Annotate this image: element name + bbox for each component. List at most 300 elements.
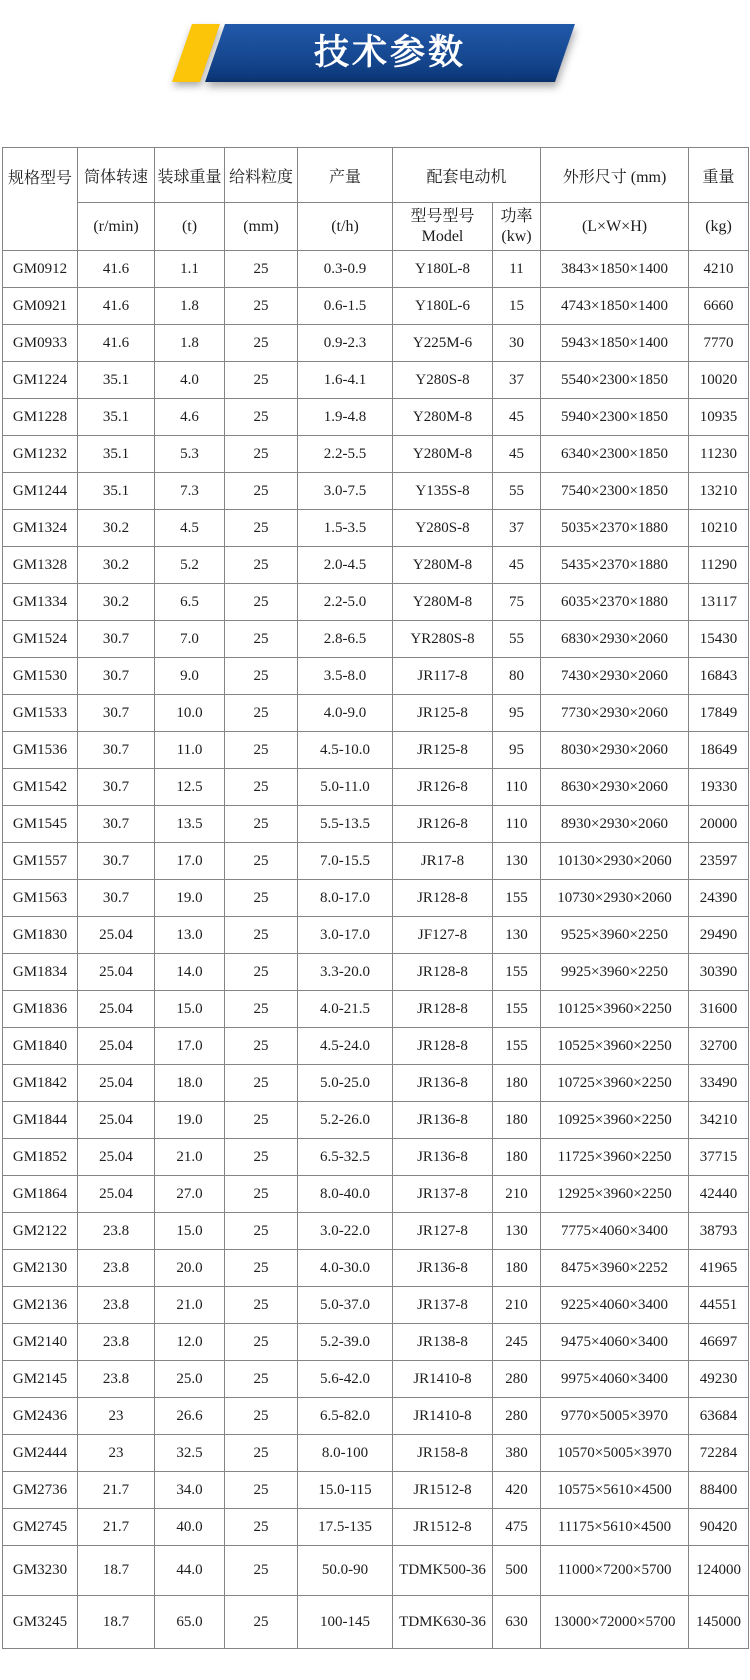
cell-motor-power: 475 [493, 1509, 541, 1546]
table-row [3, 1102, 749, 1139]
cell-motor-model: JR128-8 [393, 991, 493, 1028]
table-row [3, 251, 749, 288]
cell-weight: 49230 [689, 1361, 749, 1398]
cell-dimensions: 3843×1850×1400 [541, 251, 689, 288]
cell-speed: 21.7 [78, 1509, 155, 1546]
cell-weight: 20000 [689, 806, 749, 843]
cell-speed: 21.7 [78, 1472, 155, 1509]
cell-motor-power: 95 [493, 695, 541, 732]
cell-weight: 31600 [689, 991, 749, 1028]
cell-capacity: 8.0-40.0 [298, 1176, 393, 1213]
header-motor-group: 配套电动机 [393, 148, 541, 203]
table-row [3, 1509, 749, 1546]
cell-model: GM2444 [3, 1435, 78, 1472]
cell-dimensions: 7775×4060×3400 [541, 1213, 689, 1250]
header-feed-size: 给料粒度 [225, 148, 298, 203]
cell-feed-size: 25 [225, 1596, 298, 1649]
cell-motor-model: JR158-8 [393, 1435, 493, 1472]
cell-motor-power: 420 [493, 1472, 541, 1509]
cell-capacity: 4.0-30.0 [298, 1250, 393, 1287]
cell-model: GM1830 [3, 917, 78, 954]
cell-dimensions: 10125×3960×2250 [541, 991, 689, 1028]
cell-capacity: 4.5-24.0 [298, 1028, 393, 1065]
cell-model: GM1224 [3, 362, 78, 399]
cell-model: GM2122 [3, 1213, 78, 1250]
cell-feed-size: 25 [225, 1176, 298, 1213]
cell-model: GM3245 [3, 1596, 78, 1649]
cell-dimensions: 9225×4060×3400 [541, 1287, 689, 1324]
cell-ball-weight: 11.0 [155, 732, 225, 769]
header-motor-power [493, 203, 541, 251]
cell-ball-weight: 17.0 [155, 843, 225, 880]
cell-speed: 30.7 [78, 769, 155, 806]
cell-motor-model: JR126-8 [393, 769, 493, 806]
cell-dimensions: 10130×2930×2060 [541, 843, 689, 880]
cell-weight: 124000 [689, 1546, 749, 1596]
cell-ball-weight: 1.8 [155, 288, 225, 325]
cell-capacity: 2.2-5.0 [298, 584, 393, 621]
cell-model: GM0933 [3, 325, 78, 362]
cell-capacity: 5.6-42.0 [298, 1361, 393, 1398]
header-ball-weight-unit: (t) [155, 203, 225, 251]
spec-table-container [2, 147, 749, 1649]
cell-feed-size: 25 [225, 658, 298, 695]
cell-motor-power: 11 [493, 251, 541, 288]
cell-model: GM1840 [3, 1028, 78, 1065]
section-title: 技术参数 [313, 33, 466, 72]
cell-weight: 38793 [689, 1213, 749, 1250]
cell-speed: 41.6 [78, 251, 155, 288]
table-row [3, 547, 749, 584]
cell-feed-size: 25 [225, 1472, 298, 1509]
cell-speed: 23.8 [78, 1361, 155, 1398]
cell-dimensions: 10570×5005×3970 [541, 1435, 689, 1472]
header-dimensions-unit: (L×W×H) [541, 203, 689, 251]
cell-feed-size: 25 [225, 436, 298, 473]
cell-speed: 25.04 [78, 1065, 155, 1102]
table-row [3, 1546, 749, 1596]
cell-model: GM1530 [3, 658, 78, 695]
cell-feed-size: 25 [225, 1139, 298, 1176]
cell-motor-model: JR125-8 [393, 695, 493, 732]
cell-speed: 41.6 [78, 288, 155, 325]
table-row [3, 510, 749, 547]
cell-motor-power: 280 [493, 1398, 541, 1435]
table-row [3, 1139, 749, 1176]
table-row [3, 1435, 749, 1472]
cell-weight: 13117 [689, 584, 749, 621]
cell-dimensions: 5035×2370×1880 [541, 510, 689, 547]
cell-motor-power: 130 [493, 917, 541, 954]
header-motor-model [393, 203, 493, 251]
table-row [3, 362, 749, 399]
cell-motor-power: 180 [493, 1250, 541, 1287]
cell-model: GM1844 [3, 1102, 78, 1139]
cell-model: GM1232 [3, 436, 78, 473]
cell-ball-weight: 44.0 [155, 1546, 225, 1596]
cell-motor-model: Y280S-8 [393, 510, 493, 547]
cell-speed: 25.04 [78, 1139, 155, 1176]
cell-speed: 23.8 [78, 1213, 155, 1250]
cell-speed: 35.1 [78, 473, 155, 510]
cell-dimensions: 8930×2930×2060 [541, 806, 689, 843]
cell-feed-size: 25 [225, 917, 298, 954]
cell-ball-weight: 18.0 [155, 1065, 225, 1102]
cell-ball-weight: 5.3 [155, 436, 225, 473]
cell-feed-size: 25 [225, 954, 298, 991]
cell-model: GM2140 [3, 1324, 78, 1361]
cell-weight: 19330 [689, 769, 749, 806]
cell-motor-power: 110 [493, 806, 541, 843]
cell-feed-size: 25 [225, 1324, 298, 1361]
cell-model: GM1328 [3, 547, 78, 584]
cell-capacity: 0.9-2.3 [298, 325, 393, 362]
cell-feed-size: 25 [225, 1509, 298, 1546]
table-row [3, 991, 749, 1028]
cell-motor-model: JF127-8 [393, 917, 493, 954]
cell-capacity: 2.2-5.5 [298, 436, 393, 473]
cell-speed: 23 [78, 1398, 155, 1435]
cell-motor-model: JR127-8 [393, 1213, 493, 1250]
cell-speed: 30.7 [78, 806, 155, 843]
cell-weight: 10020 [689, 362, 749, 399]
cell-capacity: 50.0-90 [298, 1546, 393, 1596]
cell-ball-weight: 19.0 [155, 1102, 225, 1139]
cell-motor-model: JR138-8 [393, 1324, 493, 1361]
cell-speed: 25.04 [78, 1102, 155, 1139]
header-speed: 筒体转速 [78, 148, 155, 203]
cell-ball-weight: 12.5 [155, 769, 225, 806]
table-row [3, 436, 749, 473]
cell-capacity: 5.5-13.5 [298, 806, 393, 843]
cell-motor-model: JR126-8 [393, 806, 493, 843]
cell-feed-size: 25 [225, 1065, 298, 1102]
cell-model: GM1244 [3, 473, 78, 510]
cell-motor-model: Y135S-8 [393, 473, 493, 510]
cell-ball-weight: 34.0 [155, 1472, 225, 1509]
cell-motor-power: 45 [493, 436, 541, 473]
cell-dimensions: 6340×2300×1850 [541, 436, 689, 473]
cell-motor-model: YR280S-8 [393, 621, 493, 658]
cell-capacity: 1.6-4.1 [298, 362, 393, 399]
cell-capacity: 4.0-9.0 [298, 695, 393, 732]
header-motor-model-line1: 型号型号 [410, 207, 475, 225]
section-banner [0, 24, 750, 82]
cell-feed-size: 25 [225, 880, 298, 917]
cell-feed-size: 25 [225, 1213, 298, 1250]
cell-feed-size: 25 [225, 1398, 298, 1435]
cell-speed: 35.1 [78, 399, 155, 436]
cell-motor-power: 180 [493, 1102, 541, 1139]
cell-ball-weight: 1.8 [155, 325, 225, 362]
cell-motor-model: JR137-8 [393, 1287, 493, 1324]
table-row [3, 1065, 749, 1102]
cell-motor-model: JR136-8 [393, 1250, 493, 1287]
cell-feed-size: 25 [225, 843, 298, 880]
cell-model: GM1324 [3, 510, 78, 547]
cell-ball-weight: 10.0 [155, 695, 225, 732]
cell-feed-size: 25 [225, 547, 298, 584]
header-capacity: 产量 [298, 148, 393, 203]
cell-ball-weight: 15.0 [155, 1213, 225, 1250]
cell-speed: 23 [78, 1435, 155, 1472]
cell-ball-weight: 25.0 [155, 1361, 225, 1398]
cell-dimensions: 10575×5610×4500 [541, 1472, 689, 1509]
cell-motor-model: JR1410-8 [393, 1361, 493, 1398]
header-row-2 [3, 203, 749, 251]
cell-ball-weight: 15.0 [155, 991, 225, 1028]
table-row [3, 473, 749, 510]
cell-motor-power: 37 [493, 362, 541, 399]
cell-model: GM1524 [3, 621, 78, 658]
cell-ball-weight: 27.0 [155, 1176, 225, 1213]
cell-motor-power: 155 [493, 1028, 541, 1065]
cell-motor-model: JR136-8 [393, 1139, 493, 1176]
cell-weight: 44551 [689, 1287, 749, 1324]
table-row [3, 843, 749, 880]
cell-speed: 30.7 [78, 732, 155, 769]
table-row [3, 954, 749, 991]
cell-capacity: 8.0-17.0 [298, 880, 393, 917]
table-row [3, 621, 749, 658]
cell-capacity: 2.8-6.5 [298, 621, 393, 658]
cell-capacity: 3.0-7.5 [298, 473, 393, 510]
cell-motor-model: JR1512-8 [393, 1509, 493, 1546]
table-row [3, 880, 749, 917]
cell-weight: 145000 [689, 1596, 749, 1649]
table-row [3, 806, 749, 843]
cell-capacity: 5.0-37.0 [298, 1287, 393, 1324]
cell-speed: 30.2 [78, 584, 155, 621]
cell-motor-power: 75 [493, 584, 541, 621]
cell-motor-power: 30 [493, 325, 541, 362]
table-row [3, 695, 749, 732]
cell-weight: 46697 [689, 1324, 749, 1361]
cell-model: GM1533 [3, 695, 78, 732]
cell-motor-model: JR136-8 [393, 1065, 493, 1102]
cell-motor-model: JR117-8 [393, 658, 493, 695]
header-weight: 重量 [689, 148, 749, 203]
cell-speed: 25.04 [78, 917, 155, 954]
cell-model: GM1545 [3, 806, 78, 843]
cell-model: GM1864 [3, 1176, 78, 1213]
cell-model: GM0912 [3, 251, 78, 288]
cell-speed: 30.7 [78, 695, 155, 732]
table-row [3, 1596, 749, 1649]
cell-model: GM1542 [3, 769, 78, 806]
cell-motor-power: 45 [493, 547, 541, 584]
cell-model: GM2130 [3, 1250, 78, 1287]
table-row [3, 1398, 749, 1435]
cell-ball-weight: 9.0 [155, 658, 225, 695]
cell-motor-power: 210 [493, 1287, 541, 1324]
cell-motor-model: TDMK500-36 [393, 1546, 493, 1596]
cell-weight: 29490 [689, 917, 749, 954]
cell-dimensions: 10525×3960×2250 [541, 1028, 689, 1065]
cell-weight: 90420 [689, 1509, 749, 1546]
cell-motor-power: 37 [493, 510, 541, 547]
cell-weight: 6660 [689, 288, 749, 325]
cell-motor-power: 380 [493, 1435, 541, 1472]
cell-model: GM2145 [3, 1361, 78, 1398]
cell-feed-size: 25 [225, 251, 298, 288]
cell-dimensions: 10725×3960×2250 [541, 1065, 689, 1102]
cell-speed: 23.8 [78, 1250, 155, 1287]
table-row [3, 325, 749, 362]
cell-motor-power: 280 [493, 1361, 541, 1398]
cell-speed: 30.7 [78, 621, 155, 658]
cell-speed: 25.04 [78, 1176, 155, 1213]
cell-motor-power: 180 [493, 1139, 541, 1176]
cell-feed-size: 25 [225, 806, 298, 843]
cell-speed: 30.2 [78, 547, 155, 584]
cell-weight: 13210 [689, 473, 749, 510]
cell-feed-size: 25 [225, 1435, 298, 1472]
cell-motor-model: Y280S-8 [393, 362, 493, 399]
cell-capacity: 3.0-22.0 [298, 1213, 393, 1250]
cell-capacity: 1.9-4.8 [298, 399, 393, 436]
cell-ball-weight: 26.6 [155, 1398, 225, 1435]
cell-motor-model: JR1512-8 [393, 1472, 493, 1509]
cell-feed-size: 25 [225, 991, 298, 1028]
cell-model: GM1557 [3, 843, 78, 880]
cell-motor-model: JR137-8 [393, 1176, 493, 1213]
cell-ball-weight: 14.0 [155, 954, 225, 991]
cell-speed: 30.2 [78, 510, 155, 547]
cell-weight: 23597 [689, 843, 749, 880]
table-row [3, 658, 749, 695]
cell-capacity: 3.0-17.0 [298, 917, 393, 954]
cell-ball-weight: 65.0 [155, 1596, 225, 1649]
cell-ball-weight: 17.0 [155, 1028, 225, 1065]
cell-feed-size: 25 [225, 1250, 298, 1287]
cell-motor-model: JR128-8 [393, 954, 493, 991]
cell-dimensions: 8030×2930×2060 [541, 732, 689, 769]
cell-motor-power: 630 [493, 1596, 541, 1649]
cell-capacity: 100-145 [298, 1596, 393, 1649]
cell-dimensions: 5540×2300×1850 [541, 362, 689, 399]
header-weight-unit: (kg) [689, 203, 749, 251]
cell-ball-weight: 1.1 [155, 251, 225, 288]
cell-motor-model: TDMK630-36 [393, 1596, 493, 1649]
cell-motor-model: Y280M-8 [393, 436, 493, 473]
cell-capacity: 1.5-3.5 [298, 510, 393, 547]
cell-capacity: 5.0-11.0 [298, 769, 393, 806]
cell-dimensions: 10730×2930×2060 [541, 880, 689, 917]
cell-ball-weight: 40.0 [155, 1509, 225, 1546]
cell-dimensions: 9975×4060×3400 [541, 1361, 689, 1398]
cell-weight: 63684 [689, 1398, 749, 1435]
cell-weight: 4210 [689, 251, 749, 288]
cell-dimensions: 4743×1850×1400 [541, 288, 689, 325]
cell-capacity: 5.2-26.0 [298, 1102, 393, 1139]
cell-motor-power: 130 [493, 843, 541, 880]
cell-motor-power: 80 [493, 658, 541, 695]
cell-motor-model: JR136-8 [393, 1102, 493, 1139]
cell-dimensions: 7430×2930×2060 [541, 658, 689, 695]
cell-weight: 72284 [689, 1435, 749, 1472]
cell-weight: 41965 [689, 1250, 749, 1287]
cell-ball-weight: 13.0 [155, 917, 225, 954]
cell-dimensions: 9770×5005×3970 [541, 1398, 689, 1435]
cell-motor-power: 55 [493, 621, 541, 658]
cell-ball-weight: 4.6 [155, 399, 225, 436]
header-motor-power-line2: (kw) [501, 227, 532, 245]
cell-weight: 10935 [689, 399, 749, 436]
table-row [3, 1213, 749, 1250]
cell-motor-power: 45 [493, 399, 541, 436]
cell-weight: 18649 [689, 732, 749, 769]
cell-capacity: 4.5-10.0 [298, 732, 393, 769]
cell-capacity: 6.5-82.0 [298, 1398, 393, 1435]
cell-capacity: 7.0-15.5 [298, 843, 393, 880]
cell-motor-power: 210 [493, 1176, 541, 1213]
cell-motor-power: 180 [493, 1065, 541, 1102]
cell-feed-size: 25 [225, 1287, 298, 1324]
table-row [3, 1250, 749, 1287]
cell-weight: 17849 [689, 695, 749, 732]
cell-motor-model: Y280M-8 [393, 399, 493, 436]
cell-weight: 33490 [689, 1065, 749, 1102]
cell-ball-weight: 6.5 [155, 584, 225, 621]
cell-motor-power: 95 [493, 732, 541, 769]
cell-feed-size: 25 [225, 1361, 298, 1398]
spec-table-body [3, 251, 749, 1649]
header-ball-weight: 装球重量 [155, 148, 225, 203]
cell-weight: 30390 [689, 954, 749, 991]
spec-table [2, 147, 749, 1649]
cell-dimensions: 5943×1850×1400 [541, 325, 689, 362]
cell-motor-model: Y180L-6 [393, 288, 493, 325]
header-speed-unit: (r/min) [78, 203, 155, 251]
cell-ball-weight: 20.0 [155, 1250, 225, 1287]
cell-motor-power: 155 [493, 991, 541, 1028]
cell-dimensions: 9475×4060×3400 [541, 1324, 689, 1361]
cell-feed-size: 25 [225, 1102, 298, 1139]
cell-feed-size: 25 [225, 584, 298, 621]
cell-motor-model: JR17-8 [393, 843, 493, 880]
cell-model: GM1852 [3, 1139, 78, 1176]
cell-dimensions: 12925×3960×2250 [541, 1176, 689, 1213]
cell-capacity: 5.0-25.0 [298, 1065, 393, 1102]
cell-dimensions: 7730×2930×2060 [541, 695, 689, 732]
cell-weight: 37715 [689, 1139, 749, 1176]
cell-speed: 25.04 [78, 954, 155, 991]
cell-ball-weight: 5.2 [155, 547, 225, 584]
table-row [3, 1028, 749, 1065]
cell-model: GM1334 [3, 584, 78, 621]
table-row [3, 1361, 749, 1398]
header-dimensions: 外形尺寸 (mm) [541, 148, 689, 203]
cell-weight: 24390 [689, 880, 749, 917]
cell-weight: 7770 [689, 325, 749, 362]
cell-motor-power: 55 [493, 473, 541, 510]
cell-feed-size: 25 [225, 473, 298, 510]
cell-motor-power: 15 [493, 288, 541, 325]
cell-ball-weight: 4.5 [155, 510, 225, 547]
cell-dimensions: 10925×3960×2250 [541, 1102, 689, 1139]
cell-model: GM1228 [3, 399, 78, 436]
cell-dimensions: 13000×72000×5700 [541, 1596, 689, 1649]
cell-ball-weight: 7.0 [155, 621, 225, 658]
cell-feed-size: 25 [225, 621, 298, 658]
cell-weight: 32700 [689, 1028, 749, 1065]
table-row [3, 1287, 749, 1324]
cell-capacity: 4.0-21.5 [298, 991, 393, 1028]
cell-capacity: 17.5-135 [298, 1509, 393, 1546]
cell-dimensions: 8630×2930×2060 [541, 769, 689, 806]
cell-capacity: 6.5-32.5 [298, 1139, 393, 1176]
